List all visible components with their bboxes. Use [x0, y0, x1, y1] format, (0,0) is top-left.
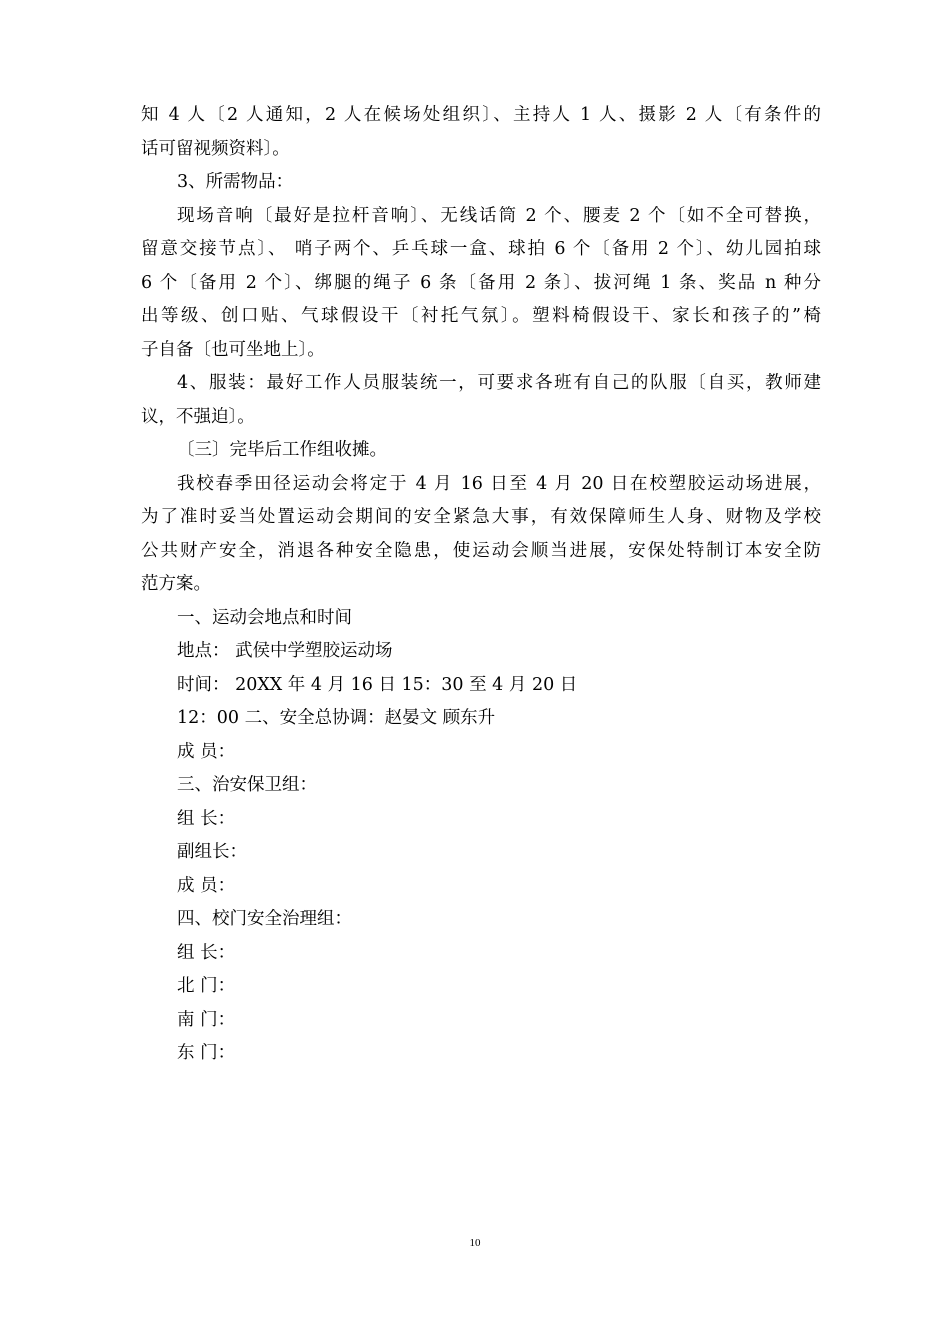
text-line: 我校春季田径运动会将定于 4 月 16 日至 4 月 20 日在校塑胶运动场进展，	[177, 473, 821, 494]
text-line: 议，不强迫〕。	[141, 406, 255, 427]
text-line: 副组长：	[177, 842, 247, 862]
text-line: 公共财产安全，消退各种安全隐患，使运动会顺当进展，安保处特制订本安全防	[141, 540, 821, 561]
text-line: 子自备〔也可坐地上〕。	[141, 339, 325, 360]
text-line: 时间： 20XX 年 4 月 16 日 15：30 至 4 月 20 日	[177, 674, 578, 695]
document-body	[141, 99, 821, 1071]
text-line: 3、所需物品：	[177, 172, 294, 192]
text-line: 四、校门安全治理组：	[177, 909, 352, 929]
text-line: 留意交接节点〕、 哨子两个、乒乓球一盒、球拍 6 个〔备用 2 个〕、幼儿园拍球	[141, 239, 821, 259]
text-line: 成 员：	[177, 875, 236, 896]
text-line: 话可留视频资料〕。	[141, 138, 290, 159]
text-line: 成 员：	[177, 741, 236, 762]
text-line: 现场音响〔最好是拉杆音响〕、无线话筒 2 个、腰麦 2 个〔如不全可替换，	[177, 205, 821, 226]
text-line: 〔三〕完毕后工作组收摊。	[177, 440, 387, 460]
page-number: 10	[469, 1237, 481, 1249]
text-line: 12：00 二、安全总协调：赵晏文 顾东升	[177, 708, 496, 728]
text-line: 地点： 武侯中学塑胶运动场	[177, 641, 393, 661]
text-line: 知 4 人〔2 人通知，2 人在候场处组织〕、主持人 1 人、摄影 2 人〔有条件的	[141, 105, 821, 125]
text-line: 范方案。	[141, 574, 211, 594]
text-line: 北 门：	[177, 976, 236, 996]
text-line: 南 门：	[177, 1009, 236, 1030]
text-line: 三、治安保卫组：	[177, 775, 317, 795]
text-line: 4、服装：最好工作人员服装统一，可要求各班有自己的队服〔自买，教师建	[177, 373, 821, 393]
text-line: 为了准时妥当处置运动会期间的安全紧急大事，有效保障师生人身、财物及学校	[141, 507, 821, 527]
text-line: 东 门：	[177, 1043, 236, 1063]
text-line: 组 长：	[177, 808, 236, 829]
text-line: 出等级、创口贴、气球假设干〔衬托气氛〕。塑料椅假设干、家长和孩子的”椅	[141, 306, 821, 326]
text-line: 组 长：	[177, 942, 236, 963]
text-line: 一、运动会地点和时间	[177, 607, 352, 628]
text-line: 6 个〔备用 2 个〕、绑腿的绳子 6 条〔备用 2 条〕、拔河绳 1 条、奖品 n 种分	[141, 272, 821, 293]
